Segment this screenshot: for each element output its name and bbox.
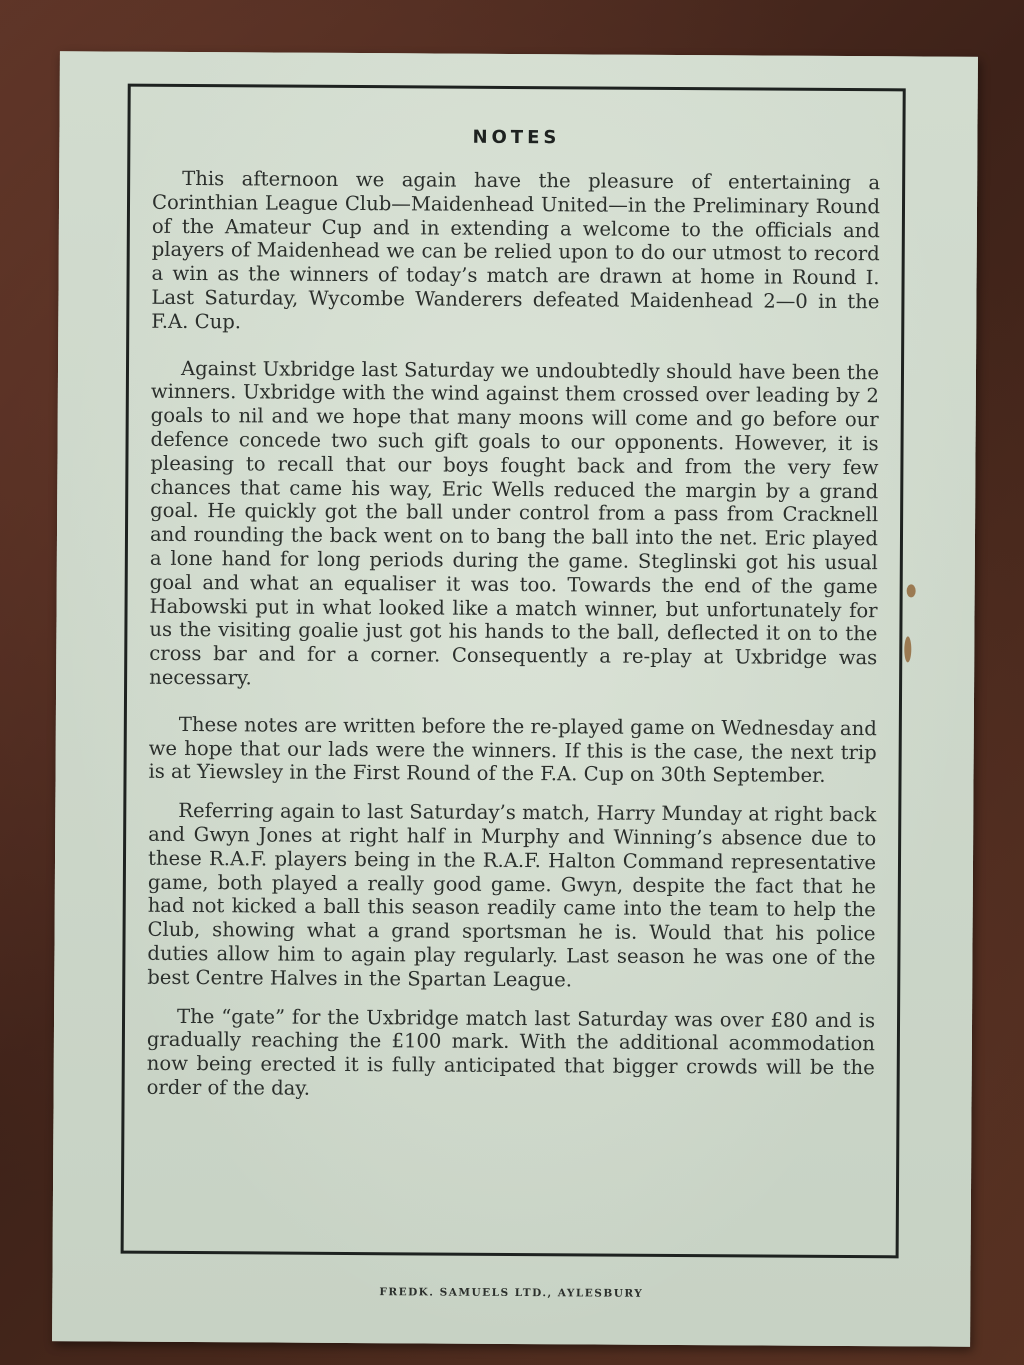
paragraph-players: Referring again to last Saturday’s match, Harry Munday at right back and Gwyn Jones at right half in Murphy and Winning’s absence due to these R.A.F. players being in the R.A.F. Halton Command representative game, both played a really good game. Gwyn, despite the fact that he had not kicked a ball this season readily came into the team to help the Club, showing what a grand sportsman he is. Would that his police duties allow him to again play regularly. Last season he was one of the best Centre Halves in the Spartan League. <box>147 799 877 992</box>
program-page <box>52 51 978 1347</box>
paragraph-gate: The “gate” for the Uxbridge match last Saturday was over £80 and is gradually reaching the £100 mark. With the additional acommodation now being erected it is fully anticipated that bigger crowds will be the order of the day. <box>146 1004 876 1100</box>
paragraph-amateur-cup: This afternoon we again have the pleasure of entertaining a Corinthian League Club—Maidenhead United—in the Preliminary Round of the Amateur Cup and in extending a welcome to the officials and players of Maidenhead we can be relied upon to do our utmost to record a win as the winners of today’s match are drawn at home in Round I. Last Saturday, Wycombe Wanderers defeated Maidenhead 2—0 in the F.A. Cup. <box>151 166 881 334</box>
rust-spot <box>904 636 911 662</box>
rust-spot <box>907 584 916 597</box>
page-title: NOTES <box>472 126 561 149</box>
page-border <box>121 84 906 1259</box>
notes-body <box>146 167 880 1127</box>
paragraph-replay: These notes are written before the re-played game on Wednesday and we hope that our lads were the winners. If this is the case, the next trip is at Yiewsley in the First Round of the F.A. Cup on 30th September. <box>148 712 877 788</box>
paragraph-uxbridge-match: Against Uxbridge last Saturday we undoubtedly should have been the winners. Uxbridge with the wind against them crossed over leading by 2 goals to nil and we hope that many moons will come and go before our defence concede two such gift goals to our opponents. However, it is pleasing to recall that our boys fought back and from the very few chances that came his way, Eric Wells reduced the margin by a grand goal. He quickly got the ball under control from a pass from Cracknell and rounding the back went on to bang the ball into the net. Eric played a lone hand for long periods during the game. Steglinski got his usual goal and what an equaliser it was too. Towards the end of the game Habowski put in what looked like a match winner, but unfortunately for us the visiting goalie just got his hands to the ball, deflected it on to the cross bar and for a corner. Consequently a re-play at Uxbridge was necessary. <box>149 356 880 690</box>
printer-imprint: FREDK. SAMUELS LTD., AYLESBURY <box>379 1286 644 1300</box>
